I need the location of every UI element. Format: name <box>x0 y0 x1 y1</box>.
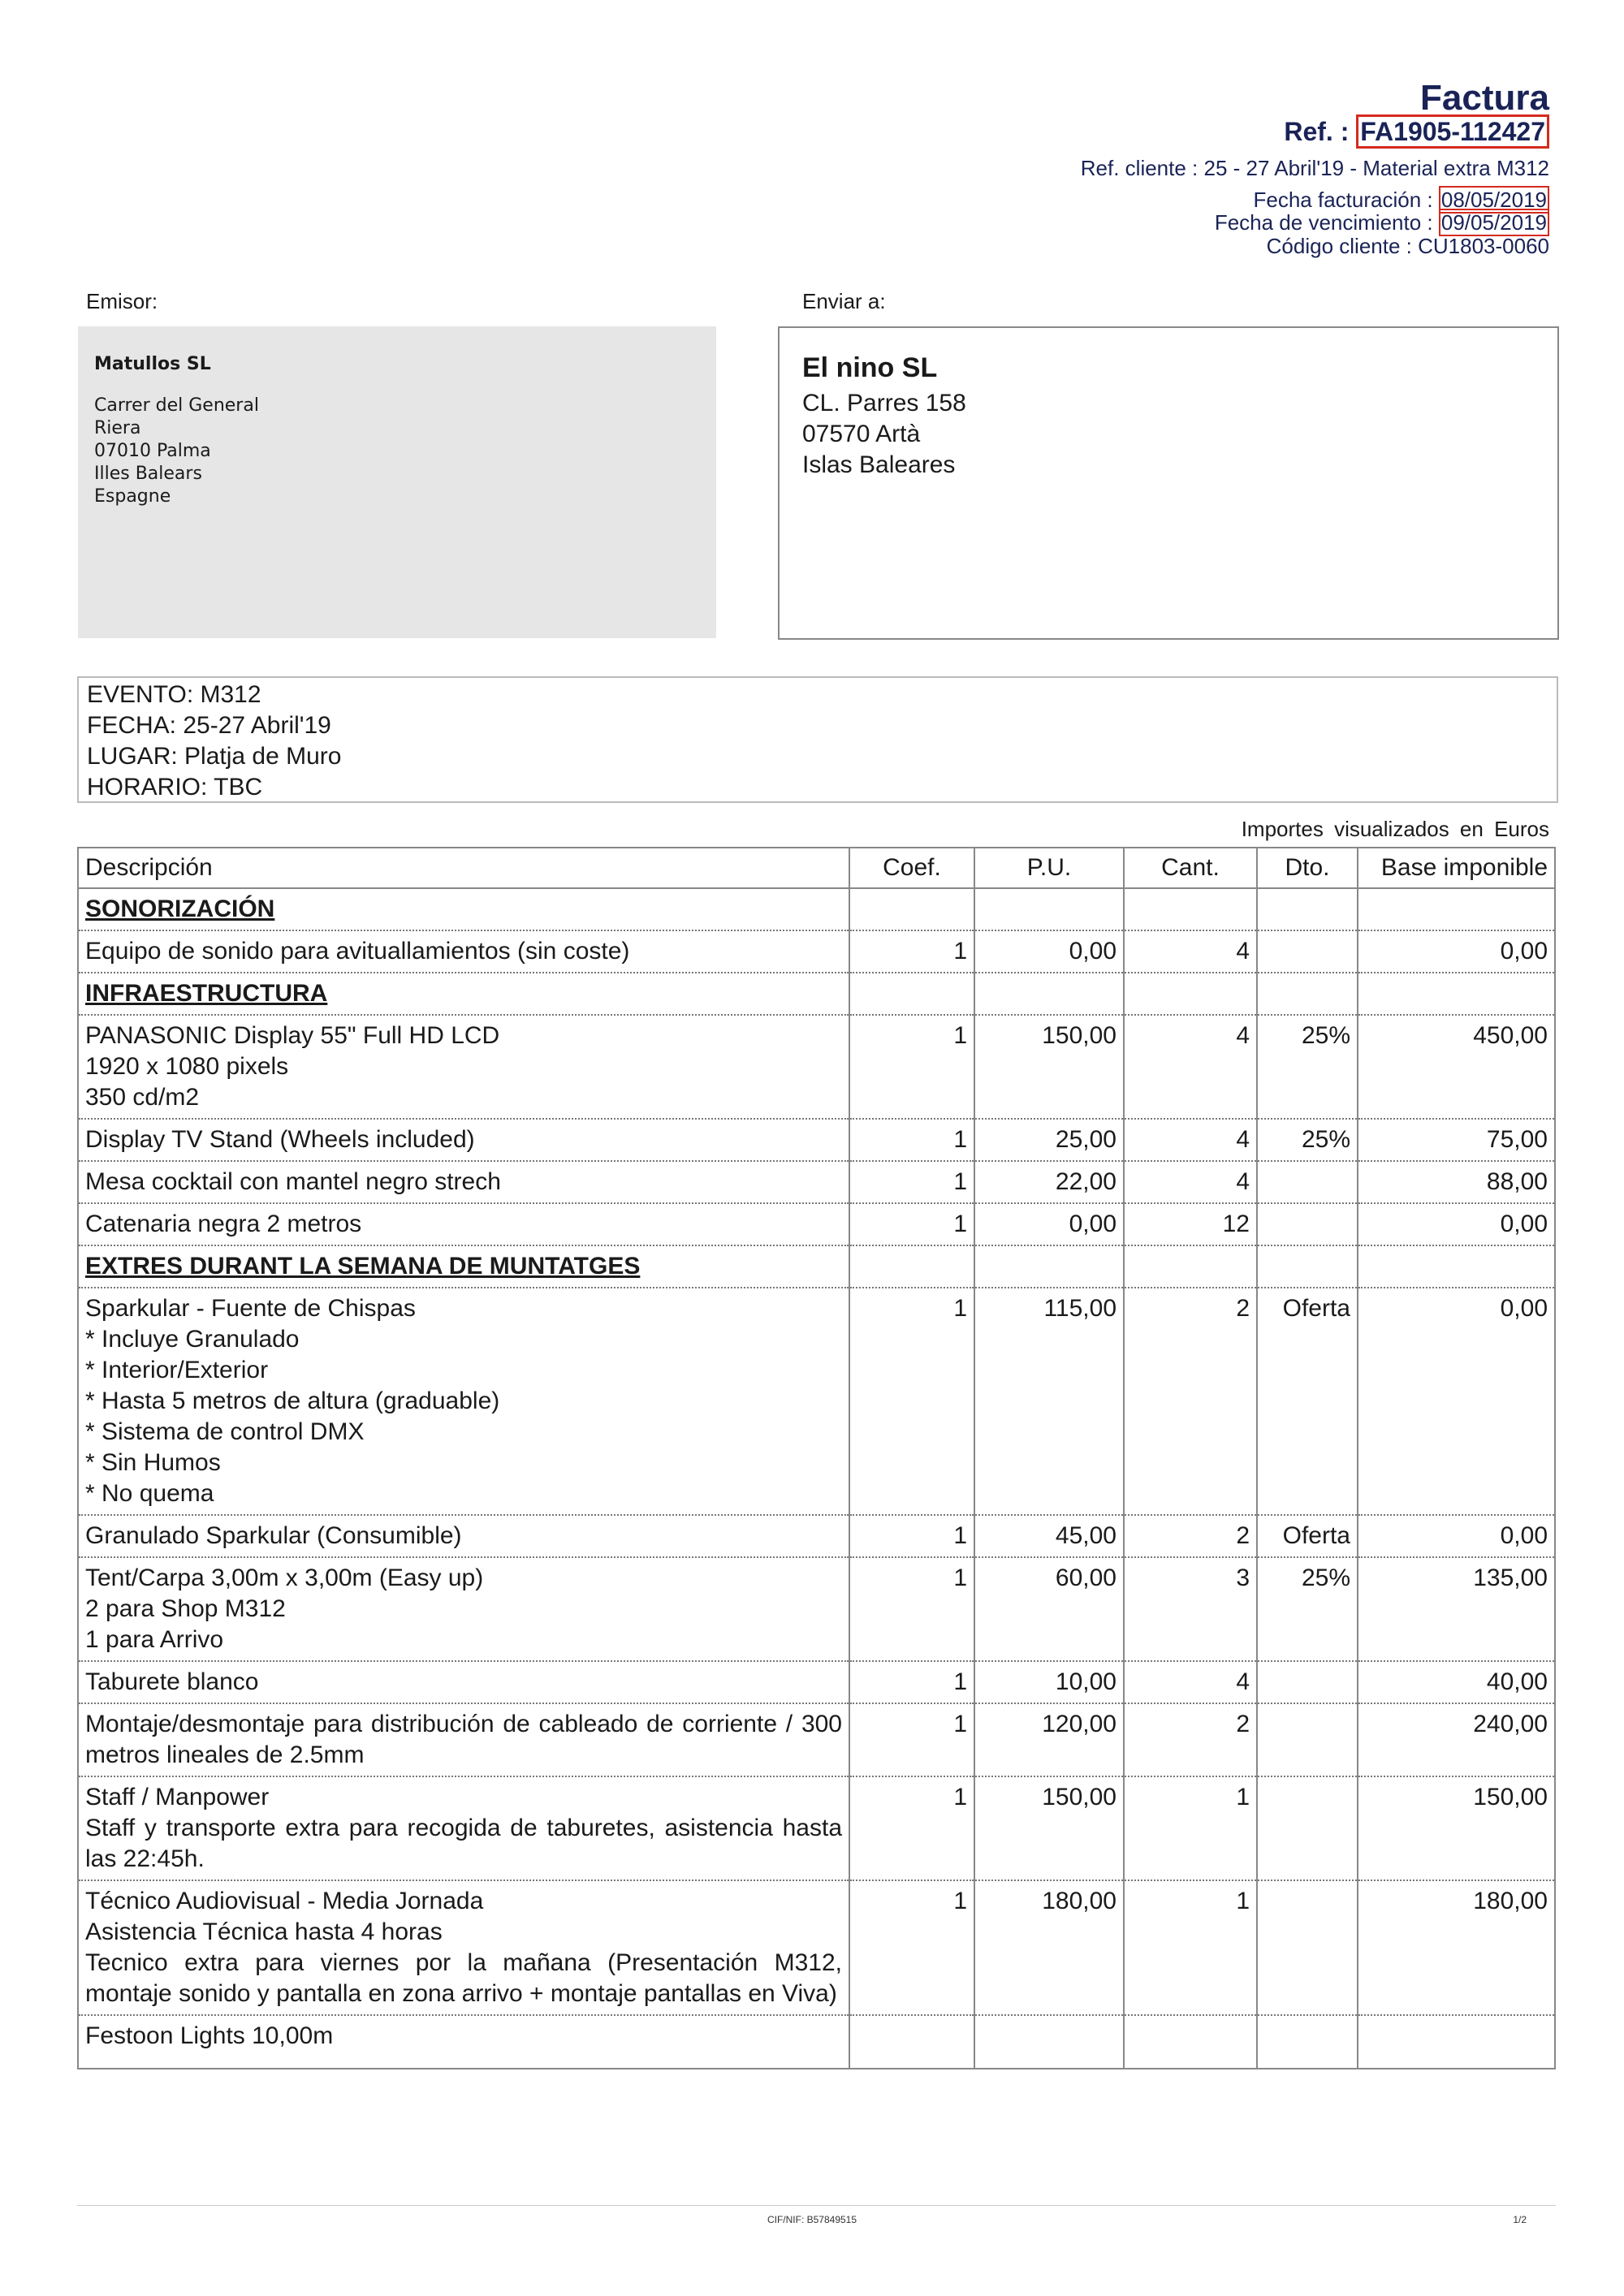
cell-unit-price: 0,00 <box>974 1203 1124 1245</box>
description-line: Mesa cocktail con mantel negro strech <box>85 1168 501 1195</box>
description-line: Montaje/desmontaje para distribución de cableado de corriente / 300 metros lineales de 2.5mm <box>85 1711 842 1768</box>
event-info-box <box>77 676 1558 803</box>
col-header-coef: Coef. <box>849 848 974 888</box>
cell-taxable-base: 0,00 <box>1358 1515 1555 1557</box>
cell-taxable-base: 450,00 <box>1358 1015 1555 1119</box>
cell-taxable-base <box>1358 1245 1555 1288</box>
recipient-address-line: CL. Parres 158 <box>802 390 966 416</box>
col-header-quantity: Cant. <box>1124 848 1257 888</box>
cell-quantity: 2 <box>1124 1515 1257 1557</box>
cell-description <box>78 1661 849 1703</box>
cell-discount <box>1257 1880 1358 2015</box>
cell-description <box>78 1015 849 1119</box>
cell-unit-price: 150,00 <box>974 1776 1124 1880</box>
cell-coef <box>849 888 974 930</box>
issuer-address-line: Riera <box>94 418 141 438</box>
cell-quantity: 12 <box>1124 1203 1257 1245</box>
cell-taxable-base: 75,00 <box>1358 1119 1555 1161</box>
invoice-items-table <box>77 847 1556 2069</box>
col-header-unit-price: P.U. <box>974 848 1124 888</box>
cell-coef: 1 <box>849 1288 974 1515</box>
cell-quantity: 2 <box>1124 1288 1257 1515</box>
issuer-name: Matullos SL <box>94 354 211 374</box>
section-title: EXTRES DURANT LA SEMANA DE MUNTATGES <box>85 1253 641 1280</box>
cell-description <box>78 2015 849 2069</box>
cell-coef: 1 <box>849 1557 974 1661</box>
event-line: EVENTO: M312 <box>87 681 261 708</box>
description-line: 2 para Shop M312 <box>85 1595 286 1622</box>
cell-coef: 1 <box>849 1161 974 1203</box>
description-line: * Sistema de control DMX <box>85 1418 365 1445</box>
cell-description <box>78 1119 849 1161</box>
cell-unit-price: 115,00 <box>974 1288 1124 1515</box>
description-line: PANASONIC Display 55" Full HD LCD <box>85 1022 500 1049</box>
cell-discount <box>1257 2015 1358 2069</box>
description-line: 350 cd/m2 <box>85 1084 200 1111</box>
issuer-box <box>78 326 716 638</box>
table-row <box>78 2015 1555 2069</box>
cell-description <box>78 930 849 973</box>
cell-unit-price <box>974 2015 1124 2069</box>
table-row <box>78 1161 1555 1203</box>
description-line: Técnico Audiovisual - Media Jornada <box>85 1888 484 1914</box>
section-cell <box>78 1245 849 1288</box>
cell-quantity: 4 <box>1124 1661 1257 1703</box>
due-date-label: Fecha de vencimiento : <box>1214 210 1433 235</box>
cell-description <box>78 1288 849 1515</box>
cell-coef: 1 <box>849 1203 974 1245</box>
description-line: Tecnico extra para viernes por la mañana (Presentación M312, montaje sonido y pantalla en zona arrivo + montaje pantallas en Viva) <box>85 1949 842 2007</box>
cell-coef: 1 <box>849 1776 974 1880</box>
description-line: * No quema <box>85 1480 214 1507</box>
ref-value: FA1905-112427 <box>1356 114 1549 149</box>
client-code: Código cliente : CU1803-0060 <box>1266 234 1549 258</box>
cell-unit-price: 150,00 <box>974 1015 1124 1119</box>
description-line: 1 para Arrivo <box>85 1626 224 1653</box>
cell-taxable-base <box>1358 888 1555 930</box>
table-row <box>78 1119 1555 1161</box>
currency-note: Importes visualizados en Euros <box>1241 817 1549 841</box>
cell-unit-price: 45,00 <box>974 1515 1124 1557</box>
cell-discount <box>1257 973 1358 1015</box>
issuer-address-line: 07010 Palma <box>94 441 211 461</box>
cell-discount <box>1257 930 1358 973</box>
cell-coef: 1 <box>849 1015 974 1119</box>
cell-taxable-base: 150,00 <box>1358 1776 1555 1880</box>
cell-coef: 1 <box>849 1703 974 1776</box>
description-line: Granulado Sparkular (Consumible) <box>85 1522 462 1549</box>
cell-quantity: 4 <box>1124 1161 1257 1203</box>
cell-discount <box>1257 1161 1358 1203</box>
cell-coef: 1 <box>849 1880 974 2015</box>
invoice-date-label: Fecha facturación : <box>1253 188 1433 212</box>
description-line: Equipo de sonido para avituallamientos (sin coste) <box>85 938 630 965</box>
footer-tax-id: CIF/NIF: B57849515 <box>767 2214 857 2225</box>
due-date-value: 09/05/2019 <box>1439 209 1549 236</box>
description-line: Staff y transporte extra para recogida de taburetes, asistencia hasta las 22:45h. <box>85 1815 842 1872</box>
description-line: * Incluye Granulado <box>85 1326 300 1353</box>
cell-description <box>78 1203 849 1245</box>
cell-description <box>78 1161 849 1203</box>
issuer-address <box>94 395 259 508</box>
document-title: Factura <box>1420 78 1549 118</box>
event-line: FECHA: 25-27 Abril'19 <box>87 712 331 739</box>
cell-description <box>78 1557 849 1661</box>
cell-quantity: 4 <box>1124 1015 1257 1119</box>
cell-discount <box>1257 1203 1358 1245</box>
issuer-address-line: Illes Balears <box>94 464 202 484</box>
cell-coef: 1 <box>849 1661 974 1703</box>
description-line: * Hasta 5 metros de altura (graduable) <box>85 1388 500 1414</box>
section-cell <box>78 888 849 930</box>
cell-quantity: 3 <box>1124 1557 1257 1661</box>
cell-taxable-base: 240,00 <box>1358 1703 1555 1776</box>
cell-taxable-base: 88,00 <box>1358 1161 1555 1203</box>
cell-coef: 1 <box>849 1119 974 1161</box>
table-header-row <box>78 848 1555 888</box>
cell-unit-price <box>974 888 1124 930</box>
cell-taxable-base: 40,00 <box>1358 1661 1555 1703</box>
cell-description <box>78 1515 849 1557</box>
client-reference: Ref. cliente : 25 - 27 Abril'19 - Material extra M312 <box>1080 156 1549 180</box>
cell-taxable-base: 135,00 <box>1358 1557 1555 1661</box>
cell-unit-price: 22,00 <box>974 1161 1124 1203</box>
invoice-date-value: 08/05/2019 <box>1439 186 1549 214</box>
cell-coef <box>849 1245 974 1288</box>
section-title: SONORIZACIÓN <box>85 896 275 922</box>
ref-label: Ref. : <box>1284 117 1350 146</box>
cell-taxable-base <box>1358 973 1555 1015</box>
recipient-name: El nino SL <box>802 352 938 383</box>
recipient-address <box>802 388 966 481</box>
description-line: Display TV Stand (Wheels included) <box>85 1126 475 1153</box>
cell-coef <box>849 2015 974 2069</box>
description-line: Asistencia Técnica hasta 4 horas <box>85 1918 443 1945</box>
recipient-box <box>778 326 1559 640</box>
description-line: Festoon Lights 10,00m <box>85 2022 334 2049</box>
cell-quantity <box>1124 2015 1257 2069</box>
section-row <box>78 888 1555 930</box>
section-title: INFRAESTRUCTURA <box>85 980 328 1007</box>
invoice-reference <box>1284 117 1549 147</box>
cell-coef: 1 <box>849 1515 974 1557</box>
cell-taxable-base: 180,00 <box>1358 1880 1555 2015</box>
table-row <box>78 1880 1555 2015</box>
table-row <box>78 1557 1555 1661</box>
cell-quantity <box>1124 888 1257 930</box>
description-line: * Interior/Exterior <box>85 1357 269 1383</box>
cell-quantity: 4 <box>1124 1119 1257 1161</box>
cell-discount <box>1257 1245 1358 1288</box>
table-row <box>78 930 1555 973</box>
cell-coef <box>849 973 974 1015</box>
cell-discount: Oferta <box>1257 1515 1358 1557</box>
cell-taxable-base <box>1358 2015 1555 2069</box>
due-date <box>1215 210 1549 235</box>
description-line: Catenaria negra 2 metros <box>85 1211 362 1237</box>
description-line: Taburete blanco <box>85 1668 259 1695</box>
event-info <box>87 680 341 803</box>
cell-coef: 1 <box>849 930 974 973</box>
issuer-address-line: Carrer del General <box>94 395 259 416</box>
cell-quantity: 4 <box>1124 930 1257 973</box>
col-header-taxable-base: Base imponible <box>1358 848 1555 888</box>
table-row <box>78 1515 1555 1557</box>
cell-taxable-base: 0,00 <box>1358 930 1555 973</box>
event-line: LUGAR: Platja de Muro <box>87 743 342 770</box>
cell-discount <box>1257 888 1358 930</box>
cell-quantity <box>1124 1245 1257 1288</box>
issuer-label: Emisor: <box>86 289 158 313</box>
cell-taxable-base: 0,00 <box>1358 1203 1555 1245</box>
table-row <box>78 1015 1555 1119</box>
cell-discount: 25% <box>1257 1119 1358 1161</box>
recipient-address-line: 07570 Artà <box>802 421 921 447</box>
table-row <box>78 1288 1555 1515</box>
cell-quantity <box>1124 973 1257 1015</box>
table-row <box>78 1703 1555 1776</box>
cell-unit-price: 120,00 <box>974 1703 1124 1776</box>
cell-taxable-base: 0,00 <box>1358 1288 1555 1515</box>
description-line: Tent/Carpa 3,00m x 3,00m (Easy up) <box>85 1564 484 1591</box>
cell-discount <box>1257 1703 1358 1776</box>
cell-quantity: 1 <box>1124 1880 1257 2015</box>
table-row <box>78 1203 1555 1245</box>
table-row <box>78 1661 1555 1703</box>
cell-quantity: 2 <box>1124 1703 1257 1776</box>
description-line: 1920 x 1080 pixels <box>85 1053 289 1080</box>
cell-unit-price: 10,00 <box>974 1661 1124 1703</box>
cell-description <box>78 1880 849 2015</box>
description-line: Sparkular - Fuente de Chispas <box>85 1295 416 1322</box>
event-line: HORARIO: TBC <box>87 774 263 801</box>
cell-unit-price: 60,00 <box>974 1557 1124 1661</box>
col-header-discount: Dto. <box>1257 848 1358 888</box>
col-header-description: Descripción <box>78 848 849 888</box>
cell-unit-price: 0,00 <box>974 930 1124 973</box>
invoice-items-body <box>78 888 1555 2069</box>
section-cell <box>78 973 849 1015</box>
cell-discount: 25% <box>1257 1015 1358 1119</box>
cell-quantity: 1 <box>1124 1776 1257 1880</box>
page-number: 1/2 <box>1513 2214 1527 2225</box>
cell-unit-price <box>974 973 1124 1015</box>
cell-discount <box>1257 1661 1358 1703</box>
recipient-address-line: Islas Baleares <box>802 451 956 478</box>
issuer-address-line: Espagne <box>94 486 171 507</box>
recipient-label: Enviar a: <box>802 289 886 313</box>
cell-description <box>78 1703 849 1776</box>
cell-discount: Oferta <box>1257 1288 1358 1515</box>
cell-unit-price: 25,00 <box>974 1119 1124 1161</box>
cell-unit-price <box>974 1245 1124 1288</box>
section-row <box>78 1245 1555 1288</box>
table-row <box>78 1776 1555 1880</box>
cell-discount: 25% <box>1257 1557 1358 1661</box>
cell-description <box>78 1776 849 1880</box>
cell-unit-price: 180,00 <box>974 1880 1124 2015</box>
description-line: * Sin Humos <box>85 1449 221 1476</box>
cell-discount <box>1257 1776 1358 1880</box>
description-line: Staff / Manpower <box>85 1784 270 1810</box>
footer-divider <box>77 2205 1556 2206</box>
section-row <box>78 973 1555 1015</box>
